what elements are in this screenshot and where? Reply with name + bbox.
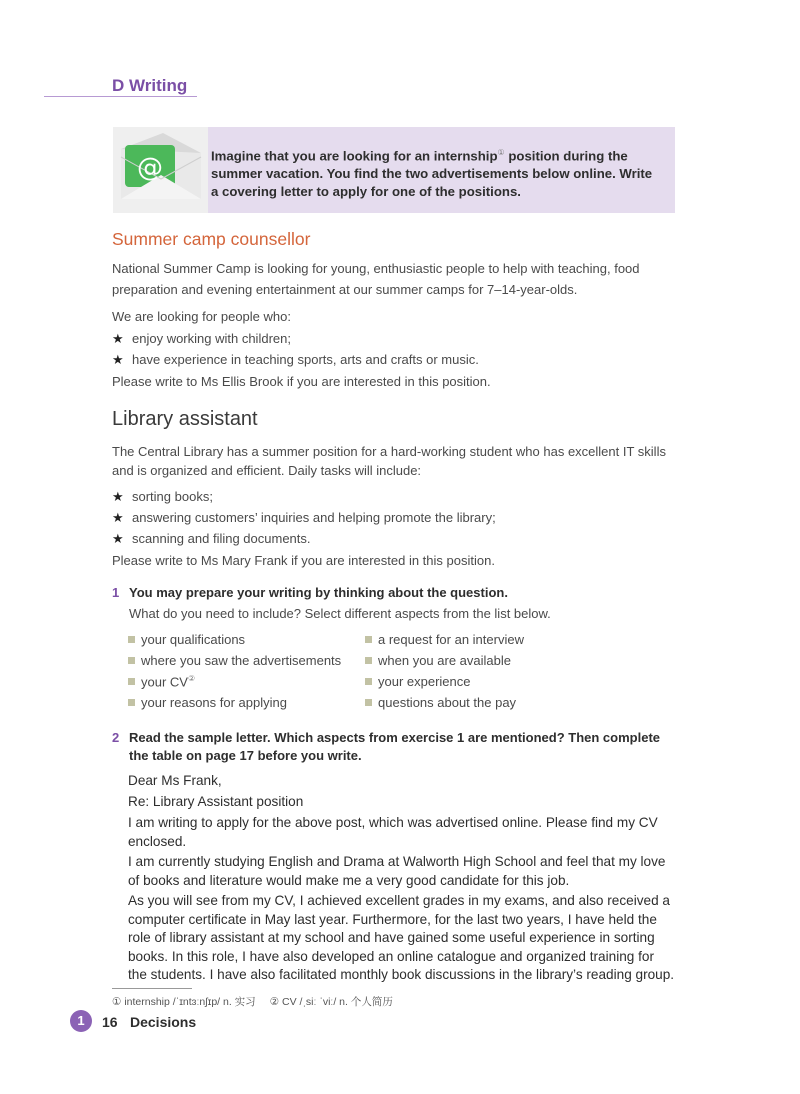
exercise-1-number: 1 bbox=[112, 585, 120, 600]
ad1-title: Summer camp counsellor bbox=[112, 229, 311, 249]
footnotes: ① internship /ˈɪntɜːnʃɪp/ n. 实习 ② CV /ˌsiː ˈviː/ n. 个人简历 bbox=[112, 996, 393, 1008]
aspect-item: your qualifications bbox=[128, 632, 245, 647]
task-instruction-box bbox=[208, 127, 675, 213]
aspect-item: your CV② bbox=[128, 674, 195, 689]
square-bullet-icon bbox=[128, 657, 135, 664]
star-icon: ★ bbox=[112, 489, 124, 504]
star-icon: ★ bbox=[112, 510, 124, 525]
aspect-item: where you saw the advertisements bbox=[128, 653, 341, 668]
letter-paragraph: I am currently studying English and Drama at Walworth High School and feel that my love of books and literature would make me a very good candidate for this job. bbox=[128, 854, 666, 888]
task-line-1: Imagine that you are looking for an internship① position during the bbox=[211, 148, 628, 164]
envelope-icon-panel bbox=[113, 127, 208, 213]
email-envelope-icon bbox=[113, 127, 208, 213]
aspect-item: a request for an interview bbox=[365, 632, 524, 647]
ad2-title: Library assistant bbox=[112, 408, 258, 430]
ad1-closing: Please write to Ms Ellis Brook if you are interested in this position. bbox=[112, 374, 491, 389]
footnote-divider bbox=[112, 988, 192, 989]
exercise-1-instruction: You may prepare your writing by thinking about the question. bbox=[129, 585, 508, 600]
page-number: 16 bbox=[102, 1014, 118, 1030]
aspect-item: your reasons for applying bbox=[128, 695, 287, 710]
square-bullet-icon bbox=[128, 699, 135, 706]
exercise-1-subtext: What do you need to include? Select different aspects from the list below. bbox=[129, 606, 551, 621]
aspect-item: your experience bbox=[365, 674, 471, 689]
section-divider bbox=[44, 96, 197, 97]
exercise-2-instruction: Read the sample letter. Which aspects from exercise 1 are mentioned? Then complete the table on page 17 before you write. bbox=[129, 730, 661, 763]
letter-subject: Re: Library Assistant position bbox=[128, 794, 304, 809]
task-line-3: a covering letter to apply for one of the positions. bbox=[211, 184, 521, 200]
footnote-marker-2: ② bbox=[187, 674, 196, 683]
ad1-lead: We are looking for people who: bbox=[112, 309, 291, 324]
square-bullet-icon bbox=[365, 678, 372, 685]
footnote-marker-1: ① bbox=[497, 148, 505, 157]
unit-title: Decisions bbox=[130, 1014, 197, 1030]
square-bullet-icon bbox=[365, 657, 372, 664]
ad2-list-item: ★ sorting books; bbox=[112, 486, 213, 507]
at-sign-icon: @ bbox=[137, 153, 163, 183]
ad1-list-item: ★ enjoy working with children; bbox=[112, 328, 291, 349]
square-bullet-icon bbox=[128, 636, 135, 643]
star-icon: ★ bbox=[112, 531, 124, 546]
exercise-2-number: 2 bbox=[112, 730, 120, 745]
square-bullet-icon bbox=[365, 636, 372, 643]
square-bullet-icon bbox=[128, 678, 135, 685]
star-icon: ★ bbox=[112, 352, 124, 367]
task-line-2: summer vacation. You find the two advertisements below online. Write bbox=[211, 166, 653, 182]
ad2-list-item: ★ scanning and filing documents. bbox=[112, 528, 311, 549]
ad1-list-item: ★ have experience in teaching sports, arts and crafts or music. bbox=[112, 349, 479, 370]
star-icon: ★ bbox=[112, 331, 124, 346]
letter-paragraph: I am writing to apply for the above post, which was advertised online. Please find my CV enclosed. bbox=[128, 815, 658, 849]
ad1-description: National Summer Camp is looking for young, enthusiastic people to help with teaching, food preparation and evening entertainment at our summer camps for 7–14-year-olds. bbox=[112, 261, 640, 297]
ad2-closing: Please write to Ms Mary Frank if you are interested in this position. bbox=[112, 553, 495, 568]
aspect-item: when you are available bbox=[365, 653, 511, 668]
ad2-description: The Central Library has a summer position for a hard-working student who has excellent IT skills and is organized and efficient. Daily tasks will include: bbox=[112, 444, 666, 478]
unit-badge: 1 bbox=[70, 1010, 92, 1032]
aspect-item: questions about the pay bbox=[365, 695, 516, 710]
section-heading: D Writing bbox=[112, 76, 188, 95]
ad2-list-item: ★ answering customers’ inquiries and helping promote the library; bbox=[112, 507, 496, 528]
letter-paragraph: As you will see from my CV, I achieved excellent grades in my exams, and also received a computer certificate in May last year. Furthermore, for the last two years, I have held the role of library assistant at my school and have gained some useful experience in sorting books. In this role, I have also developed an online catalogue and organized training for the students. I have also facilitated monthly book discussions in the library’s reading group. bbox=[128, 893, 675, 982]
letter-greeting: Dear Ms Frank, bbox=[128, 773, 222, 788]
square-bullet-icon bbox=[365, 699, 372, 706]
